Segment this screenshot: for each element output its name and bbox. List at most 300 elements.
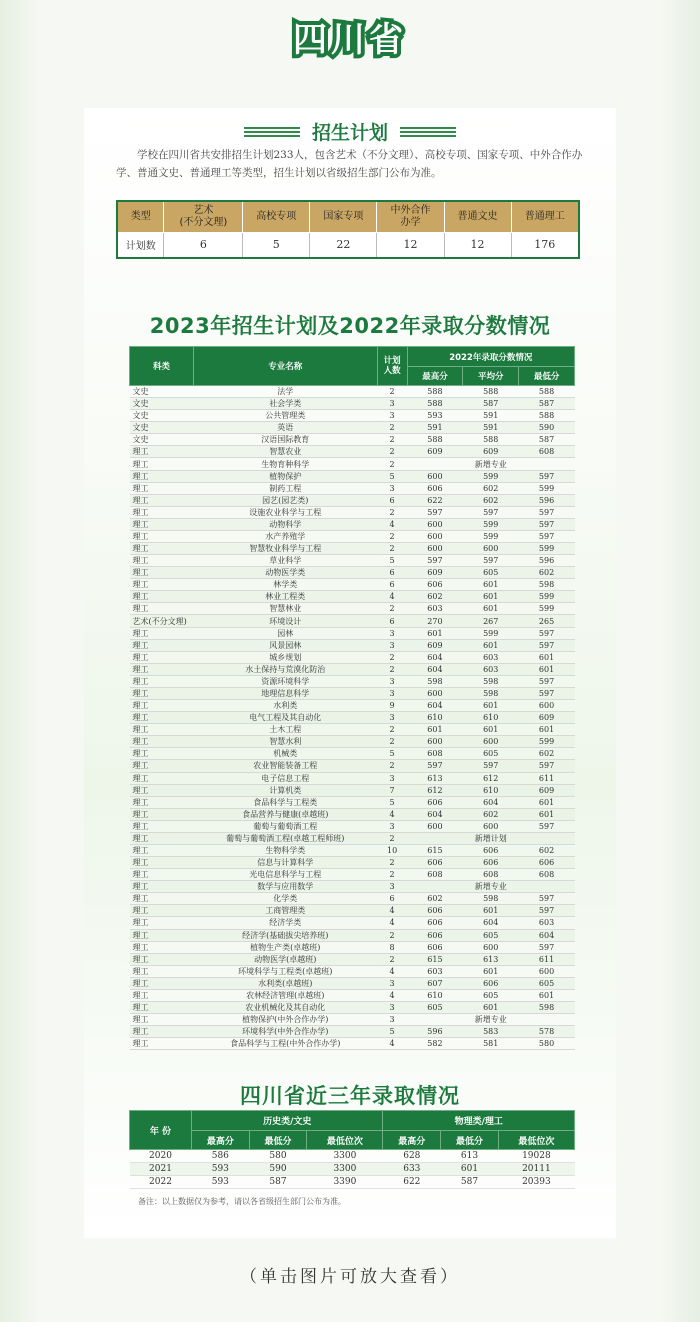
- score-table-row: [130, 639, 575, 651]
- row-plan: 2: [377, 506, 407, 518]
- row-category: 理工: [130, 470, 194, 482]
- row-min: 608: [519, 869, 575, 881]
- row-plan: 2: [377, 724, 407, 736]
- row-avg: 602: [463, 808, 519, 820]
- history-value: 628: [383, 1150, 441, 1163]
- row-min: 597: [519, 905, 575, 917]
- row-avg: 605: [463, 748, 519, 760]
- row-major: 土木工程: [193, 724, 377, 736]
- row-category: 理工: [130, 953, 194, 965]
- col-a-min: 最低分: [249, 1131, 307, 1150]
- col-min: 最低分: [519, 367, 575, 386]
- row-category: 文史: [130, 398, 194, 410]
- row-max: 609: [407, 446, 463, 458]
- row-avg: 612: [463, 772, 519, 784]
- history-value: 3300: [307, 1163, 383, 1176]
- row-plan: 3: [377, 482, 407, 494]
- plan-table-header-row: [117, 201, 579, 232]
- row-avg: 599: [463, 627, 519, 639]
- row-avg: 591: [463, 410, 519, 422]
- plan-summary-table: [116, 200, 580, 259]
- row-min: 603: [519, 917, 575, 929]
- row-plan: 4: [377, 518, 407, 530]
- row-major: 工商管理类: [193, 905, 377, 917]
- row-major: 数学与应用数学: [193, 881, 377, 893]
- row-avg: 597: [463, 760, 519, 772]
- row-max: 606: [407, 941, 463, 953]
- plan-row-label: 计划数: [117, 232, 164, 258]
- row-plan: 3: [377, 772, 407, 784]
- row-max: 615: [407, 844, 463, 856]
- row-major: 葡萄与葡萄酒工程: [193, 820, 377, 832]
- row-max: 604: [407, 663, 463, 675]
- col-group-history: 历史类/文史: [192, 1111, 383, 1131]
- score-table-row: [130, 1038, 575, 1050]
- row-category: 理工: [130, 857, 194, 869]
- score-table-row: [130, 687, 575, 699]
- col-category: 科类: [130, 347, 194, 386]
- row-min: 597: [519, 639, 575, 651]
- plan-table-row: [117, 232, 579, 258]
- row-max: 605: [407, 1001, 463, 1013]
- col-major: 专业名称: [193, 347, 377, 386]
- row-max: 606: [407, 917, 463, 929]
- row-category: 理工: [130, 458, 194, 470]
- history-value: 633: [383, 1163, 441, 1176]
- row-avg: 604: [463, 796, 519, 808]
- row-major: 英语: [193, 422, 377, 434]
- score-table-row: [130, 724, 575, 736]
- row-major: 信息与计算科学: [193, 857, 377, 869]
- row-category: 理工: [130, 989, 194, 1001]
- row-max: 597: [407, 760, 463, 772]
- row-max: 597: [407, 555, 463, 567]
- row-min: 599: [519, 543, 575, 555]
- row-min: 602: [519, 567, 575, 579]
- row-major: 水土保持与荒漠化防治: [193, 663, 377, 675]
- row-avg: 588: [463, 434, 519, 446]
- row-category: 理工: [130, 820, 194, 832]
- score-table-row: [130, 591, 575, 603]
- row-major: 公共管理类: [193, 410, 377, 422]
- row-category: 理工: [130, 494, 194, 506]
- row-major: 计算机类: [193, 784, 377, 796]
- row-max: 603: [407, 965, 463, 977]
- row-avg: 601: [463, 905, 519, 917]
- row-avg: 598: [463, 675, 519, 687]
- row-plan: 3: [377, 712, 407, 724]
- row-plan: 4: [377, 965, 407, 977]
- plan-header-cell: 普通理工: [511, 201, 579, 232]
- row-min: 598: [519, 579, 575, 591]
- row-plan: 10: [377, 844, 407, 856]
- row-min: 600: [519, 700, 575, 712]
- row-avg: 605: [463, 929, 519, 941]
- row-major: 水利类: [193, 700, 377, 712]
- score-table-row: [130, 953, 575, 965]
- score-table-row: [130, 603, 575, 615]
- history-section-title: 四川省近三年录取情况: [240, 1084, 460, 1108]
- score-table-row: [130, 663, 575, 675]
- score-table-row: [130, 518, 575, 530]
- row-max: 582: [407, 1038, 463, 1050]
- score-table-row: [130, 989, 575, 1001]
- row-category: 文史: [130, 422, 194, 434]
- row-major: 水利类(卓越班): [193, 977, 377, 989]
- row-avg: 600: [463, 736, 519, 748]
- row-major: 林学类: [193, 579, 377, 591]
- row-major: 水产养殖学: [193, 530, 377, 542]
- row-category: 理工: [130, 724, 194, 736]
- row-plan: 2: [377, 543, 407, 555]
- row-max: 606: [407, 929, 463, 941]
- row-major: 智慧牧业科学与工程: [193, 543, 377, 555]
- row-plan: 4: [377, 1038, 407, 1050]
- col-b-min: 最低分: [441, 1131, 499, 1150]
- row-max: 600: [407, 530, 463, 542]
- row-category: 理工: [130, 567, 194, 579]
- row-avg: 605: [463, 989, 519, 1001]
- row-category: 理工: [130, 555, 194, 567]
- row-min: 587: [519, 434, 575, 446]
- score-table-row: [130, 1001, 575, 1013]
- row-category: 文史: [130, 434, 194, 446]
- row-min: 597: [519, 627, 575, 639]
- plan-value-cell: 176: [511, 232, 579, 258]
- score-table-row: [130, 941, 575, 953]
- row-category: 理工: [130, 881, 194, 893]
- row-plan: 6: [377, 567, 407, 579]
- row-avg: 605: [463, 567, 519, 579]
- history-row: [130, 1150, 575, 1163]
- row-major: 社会学类: [193, 398, 377, 410]
- row-major: 食品科学与工程(中外合作办学): [193, 1038, 377, 1050]
- row-avg: 267: [463, 615, 519, 627]
- row-min: 608: [519, 446, 575, 458]
- row-plan: 4: [377, 591, 407, 603]
- score-table-row: [130, 784, 575, 796]
- plan-header-cell: 高校专项: [243, 201, 310, 232]
- score-table-row: [130, 1026, 575, 1038]
- row-status: 新增专业: [407, 458, 574, 470]
- row-max: 598: [407, 675, 463, 687]
- score-table-row: [130, 869, 575, 881]
- row-avg: 599: [463, 470, 519, 482]
- row-max: 601: [407, 627, 463, 639]
- row-major: 动物医学(卓越班): [193, 953, 377, 965]
- row-plan: 2: [377, 663, 407, 675]
- score-table-row: [130, 808, 575, 820]
- row-max: 591: [407, 422, 463, 434]
- row-avg: 601: [463, 724, 519, 736]
- row-avg: 604: [463, 917, 519, 929]
- history-value: 19028: [498, 1150, 574, 1163]
- row-major: 经济学(基础拔尖培养班): [193, 929, 377, 941]
- row-min: 597: [519, 470, 575, 482]
- row-min: 601: [519, 796, 575, 808]
- row-max: 588: [407, 434, 463, 446]
- history-row: [130, 1163, 575, 1176]
- row-min: 601: [519, 663, 575, 675]
- history-value: 3300: [307, 1150, 383, 1163]
- score-table-row: [130, 820, 575, 832]
- score-table-row: [130, 748, 575, 760]
- row-plan: 2: [377, 857, 407, 869]
- row-min: 606: [519, 857, 575, 869]
- row-avg: 581: [463, 1038, 519, 1050]
- row-category: 理工: [130, 977, 194, 989]
- row-major: 植物保护: [193, 470, 377, 482]
- row-avg: 597: [463, 555, 519, 567]
- row-major: 城乡规划: [193, 651, 377, 663]
- score-table-row: [130, 881, 575, 893]
- row-plan: 6: [377, 615, 407, 627]
- score-table-row: [130, 736, 575, 748]
- history-value: 580: [249, 1150, 307, 1163]
- history-table: [129, 1110, 575, 1189]
- row-max: 600: [407, 470, 463, 482]
- row-major: 化学类: [193, 893, 377, 905]
- row-max: 606: [407, 796, 463, 808]
- row-plan: 5: [377, 555, 407, 567]
- history-row: [130, 1176, 575, 1189]
- row-min: 598: [519, 1001, 575, 1013]
- score-table-row: [130, 905, 575, 917]
- score-table-row: [130, 434, 575, 446]
- row-max: 604: [407, 700, 463, 712]
- score-table: [129, 346, 575, 1050]
- row-category: 理工: [130, 530, 194, 542]
- row-category: 理工: [130, 712, 194, 724]
- row-max: 613: [407, 772, 463, 784]
- row-max: 596: [407, 1026, 463, 1038]
- row-min: 597: [519, 941, 575, 953]
- score-table-row: [130, 482, 575, 494]
- row-max: 601: [407, 724, 463, 736]
- row-category: 理工: [130, 1014, 194, 1026]
- row-major: 法学: [193, 386, 377, 398]
- score-table-row: [130, 530, 575, 542]
- row-major: 风景园林: [193, 639, 377, 651]
- row-min: 601: [519, 989, 575, 1001]
- row-category: 理工: [130, 832, 194, 844]
- row-plan: 5: [377, 1026, 407, 1038]
- score-table-row: [130, 615, 575, 627]
- row-category: 理工: [130, 482, 194, 494]
- plan-header-cell: 中外合作 办学: [377, 201, 444, 232]
- row-plan: 6: [377, 494, 407, 506]
- row-min: 599: [519, 482, 575, 494]
- history-value: 593: [192, 1176, 250, 1189]
- col-score-group: 2022年录取分数情况: [407, 347, 574, 367]
- row-avg: 598: [463, 893, 519, 905]
- row-avg: 610: [463, 784, 519, 796]
- score-table-row: [130, 567, 575, 579]
- row-max: 606: [407, 857, 463, 869]
- row-min: 597: [519, 893, 575, 905]
- row-category: 理工: [130, 506, 194, 518]
- row-category: 理工: [130, 518, 194, 530]
- row-max: 608: [407, 748, 463, 760]
- row-min: 599: [519, 603, 575, 615]
- score-table-row: [130, 929, 575, 941]
- col-group-physics: 物理类/理工: [383, 1111, 575, 1131]
- row-max: 612: [407, 784, 463, 796]
- history-value: 593: [192, 1163, 250, 1176]
- row-plan: 2: [377, 446, 407, 458]
- row-min: 600: [519, 965, 575, 977]
- row-plan: 2: [377, 760, 407, 772]
- col-plan-label: 计划 人数: [383, 356, 401, 376]
- row-max: 602: [407, 893, 463, 905]
- plan-header-cell: 普通文史: [444, 201, 511, 232]
- row-major: 机械类: [193, 748, 377, 760]
- score-table-row: [130, 458, 575, 470]
- row-category: 理工: [130, 639, 194, 651]
- row-major: 地理信息科学: [193, 687, 377, 699]
- row-avg: 599: [463, 530, 519, 542]
- row-min: 578: [519, 1026, 575, 1038]
- row-status: 新增专业: [407, 1014, 574, 1026]
- col-b-max: 最高分: [383, 1131, 441, 1150]
- row-category: 理工: [130, 603, 194, 615]
- history-note: 备注：以上数据仅为参考，请以各省级招生部门公布为准。: [138, 1197, 346, 1206]
- plan-section-heading: [0, 118, 700, 145]
- row-major: 农业智能装备工程: [193, 760, 377, 772]
- row-min: 590: [519, 422, 575, 434]
- row-min: 605: [519, 977, 575, 989]
- row-avg: 597: [463, 506, 519, 518]
- row-plan: 3: [377, 398, 407, 410]
- row-major: 植物保护(中外合作办学): [193, 1014, 377, 1026]
- history-value: 20111: [498, 1163, 574, 1176]
- row-max: 600: [407, 687, 463, 699]
- row-max: 600: [407, 820, 463, 832]
- row-category: 理工: [130, 579, 194, 591]
- row-avg: 603: [463, 663, 519, 675]
- row-max: 600: [407, 543, 463, 555]
- row-category: 理工: [130, 1001, 194, 1013]
- row-min: 597: [519, 687, 575, 699]
- row-major: 光电信息科学与工程: [193, 869, 377, 881]
- row-plan: 5: [377, 470, 407, 482]
- row-plan: 2: [377, 434, 407, 446]
- row-plan: 2: [377, 953, 407, 965]
- history-value: 587: [441, 1176, 499, 1189]
- row-avg: 608: [463, 869, 519, 881]
- row-category: 理工: [130, 772, 194, 784]
- row-max: 606: [407, 579, 463, 591]
- row-min: 601: [519, 808, 575, 820]
- row-category: 理工: [130, 796, 194, 808]
- history-value: 622: [383, 1176, 441, 1189]
- row-category: 理工: [130, 748, 194, 760]
- history-value: 590: [249, 1163, 307, 1176]
- row-plan: 5: [377, 748, 407, 760]
- col-plan: [377, 347, 407, 386]
- score-table-row: [130, 470, 575, 482]
- history-value: 613: [441, 1150, 499, 1163]
- row-category: 理工: [130, 905, 194, 917]
- row-max: 270: [407, 615, 463, 627]
- row-plan: 6: [377, 579, 407, 591]
- row-plan: 2: [377, 422, 407, 434]
- row-major: 动物医学类: [193, 567, 377, 579]
- row-category: 理工: [130, 869, 194, 881]
- row-major: 生物育种科学: [193, 458, 377, 470]
- score-table-row: [130, 857, 575, 869]
- row-avg: 601: [463, 1001, 519, 1013]
- row-max: 610: [407, 712, 463, 724]
- score-table-row: [130, 844, 575, 856]
- row-major: 智慧农业: [193, 446, 377, 458]
- row-max: 604: [407, 808, 463, 820]
- score-table-row: [130, 543, 575, 555]
- row-plan: 7: [377, 784, 407, 796]
- col-b-rank: 最低位次: [498, 1131, 574, 1150]
- row-major: 环境科学(中外合作办学): [193, 1026, 377, 1038]
- history-value: 3390: [307, 1176, 383, 1189]
- row-plan: 8: [377, 941, 407, 953]
- row-category: 理工: [130, 784, 194, 796]
- plan-value-cell: 6: [164, 232, 243, 258]
- row-max: 600: [407, 736, 463, 748]
- row-major: 电子信息工程: [193, 772, 377, 784]
- row-category: 文史: [130, 410, 194, 422]
- row-plan: 3: [377, 639, 407, 651]
- row-major: 智慧林业: [193, 603, 377, 615]
- row-min: 580: [519, 1038, 575, 1050]
- row-min: 604: [519, 929, 575, 941]
- row-avg: 602: [463, 482, 519, 494]
- col-max: 最高分: [407, 367, 463, 386]
- row-category: 理工: [130, 446, 194, 458]
- score-table-row: [130, 651, 575, 663]
- row-major: 环境设计: [193, 615, 377, 627]
- row-max: 608: [407, 869, 463, 881]
- history-value: 601: [441, 1163, 499, 1176]
- plan-heading-label: 招生计划: [311, 122, 388, 144]
- row-max: 606: [407, 482, 463, 494]
- row-plan: 2: [377, 736, 407, 748]
- row-major: 农林经济管理(卓越班): [193, 989, 377, 1001]
- row-plan: 2: [377, 458, 407, 470]
- row-avg: 591: [463, 422, 519, 434]
- score-table-row: [130, 796, 575, 808]
- row-min: 596: [519, 494, 575, 506]
- row-avg: 610: [463, 712, 519, 724]
- row-category: 理工: [130, 941, 194, 953]
- col-a-rank: 最低位次: [307, 1131, 383, 1150]
- history-year: 2021: [130, 1163, 192, 1176]
- row-avg: 606: [463, 977, 519, 989]
- row-min: 587: [519, 398, 575, 410]
- row-avg: 598: [463, 687, 519, 699]
- row-max: 610: [407, 989, 463, 1001]
- row-plan: 3: [377, 1001, 407, 1013]
- row-category: 理工: [130, 844, 194, 856]
- row-plan: 2: [377, 832, 407, 844]
- row-major: 设施农业科学与工程: [193, 506, 377, 518]
- row-min: 602: [519, 844, 575, 856]
- row-plan: 2: [377, 386, 407, 398]
- plan-header-cell: 类型: [117, 201, 164, 232]
- score-table-row: [130, 893, 575, 905]
- plan-value-cell: 12: [444, 232, 511, 258]
- row-min: 596: [519, 555, 575, 567]
- row-major: 草业科学: [193, 555, 377, 567]
- plan-value-cell: 5: [243, 232, 310, 258]
